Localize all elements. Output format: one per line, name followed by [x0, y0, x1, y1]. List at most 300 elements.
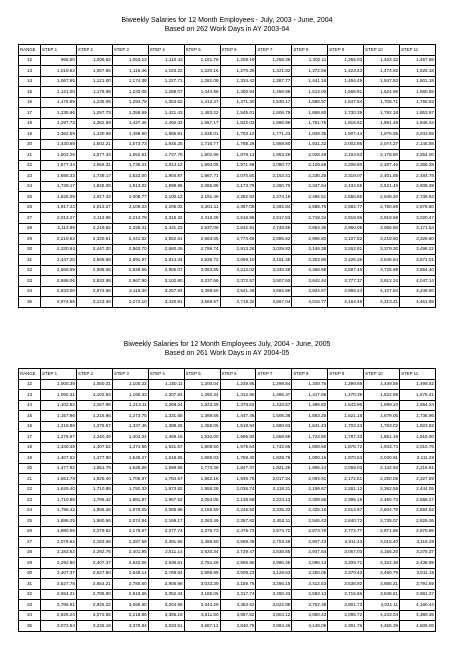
salary-cell: 1,161.76 — [184, 55, 220, 66]
salary-cell: 3,344.29 — [184, 600, 220, 611]
salary-cell: 1,763.02 — [364, 421, 400, 432]
salary-cell: 3,057.03 — [328, 547, 364, 558]
salary-cell: 3,715.86 — [328, 589, 364, 600]
salary-cell: 3,994.46 — [256, 621, 292, 632]
table-row — [19, 568, 436, 579]
table-row — [19, 276, 436, 287]
salary-cell: 1,100.22 — [112, 379, 148, 390]
salary-cell: 1,629.40 — [41, 484, 77, 495]
salary-cell: 1,826.09 — [41, 192, 77, 203]
salary-cell: 2,484.78 — [400, 171, 436, 182]
salary-cell: 3,083.55 — [184, 265, 220, 276]
salary-cell: 1,498.80 — [112, 129, 148, 140]
salary-cell: 2,447.20 — [41, 255, 77, 266]
salary-cell: 1,710.88 — [76, 484, 112, 495]
salary-cell: 1,976.05 — [112, 505, 148, 516]
salary-cell: 1,881.48 — [364, 118, 400, 129]
salary-cell: 1,233.05 — [112, 87, 148, 98]
salary-cell: 3,496.22 — [400, 244, 436, 255]
salary-cell: 1,886.25 — [41, 516, 77, 527]
salary-cell: 1,488.82 — [292, 400, 328, 411]
column-header: STEP 5 — [184, 45, 220, 56]
salary-cell: 1,019.62 — [41, 66, 77, 77]
range-cell: 32 — [19, 265, 41, 276]
salary-cell: 2,074.37 — [364, 139, 400, 150]
column-header: STEP 6 — [220, 369, 256, 380]
salary-cell: 1,980.56 — [41, 526, 77, 537]
salary-cell: 1,659.69 — [256, 432, 292, 443]
salary-cell: 1,340.49 — [41, 442, 77, 453]
range-cell: 25 — [19, 192, 41, 203]
salary-cell: 1,699.58 — [148, 463, 184, 474]
column-header: STEP 9 — [328, 45, 364, 56]
salary-cell: 2,395.19 — [328, 495, 364, 506]
salary-cell: 2,919.66 — [112, 589, 148, 600]
salary-cell: 3,597.46 — [328, 265, 364, 276]
salary-cell: 3,840.78 — [220, 621, 256, 632]
salary-cell: 3,212.02 — [220, 265, 256, 276]
salary-cell: 2,854.36 — [292, 223, 328, 234]
salary-cell: 1,407.52 — [41, 453, 77, 464]
salary-cell: 2,718.34 — [292, 213, 328, 224]
salary-cell: 2,153.41 — [256, 171, 292, 182]
salary-cell: 1,116.46 — [112, 66, 148, 77]
range-cell: 23 — [19, 495, 41, 506]
range-cell: 33 — [19, 276, 41, 287]
range-cell: 35 — [19, 621, 41, 632]
salary-cell: 3,867.04 — [256, 297, 292, 308]
salary-cell: 1,706.97 — [112, 474, 148, 485]
salary-cell: 1,281.08 — [184, 76, 220, 87]
salary-cell: 1,220.16 — [184, 66, 220, 77]
salary-cell: 1,249.95 — [220, 379, 256, 390]
salary-cell: 3,379.30 — [364, 244, 400, 255]
salary-cell: 3,569.57 — [184, 297, 220, 308]
salary-cell: 2,319.07 — [328, 171, 364, 182]
salary-cell: 3,981.27 — [400, 589, 436, 600]
salary-cell: 1,792.18 — [364, 108, 400, 119]
salary-cell: 2,768.54 — [148, 568, 184, 579]
salary-cell: 2,079.62 — [41, 537, 77, 548]
salary-cell: 1,987.71 — [184, 171, 220, 182]
column-header: STEP 4 — [148, 369, 184, 380]
table-row — [19, 579, 436, 590]
range-cell: 24 — [19, 181, 41, 192]
range-cell: 12 — [19, 379, 41, 390]
salary-cell: 1,917.43 — [76, 192, 112, 203]
salary-cell: 3,420.81 — [148, 297, 184, 308]
salary-cell: 1,551.79 — [41, 474, 77, 485]
salary-cell: 2,552.61 — [148, 234, 184, 245]
table-row — [19, 265, 436, 276]
salary-cell: 2,947.84 — [292, 547, 328, 558]
salary-cell: 1,421.43 — [148, 108, 184, 119]
salary-cell: 2,774.66 — [220, 234, 256, 245]
salary-cell: 2,425.16 — [292, 505, 328, 516]
salary-cell: 1,447.46 — [220, 411, 256, 422]
salary-cell: 3,072.54 — [41, 621, 77, 632]
table-header-row — [19, 45, 436, 56]
range-cell: 13 — [19, 66, 41, 77]
table-row — [19, 255, 436, 266]
salary-cell: 3,725.99 — [364, 265, 400, 276]
salary-cell: 1,417.88 — [292, 390, 328, 401]
salary-cell: 3,250.05 — [292, 568, 328, 579]
salary-cell: 3,059.10 — [220, 255, 256, 266]
salary-cell: 1,297.73 — [41, 118, 77, 129]
salary-cell: 1,157.96 — [41, 411, 77, 422]
salary-cell: 4,461.95 — [400, 297, 436, 308]
salary-cell: 1,543.96 — [328, 400, 364, 411]
salary-cell: 1,163.22 — [148, 66, 184, 77]
salary-cell: 2,967.90 — [112, 276, 148, 287]
salary-cell: 3,166.20 — [364, 547, 400, 558]
salary-cell: 2,245.50 — [220, 505, 256, 516]
salary-cell: 2,100.12 — [148, 192, 184, 203]
salary-cell: 1,792.33 — [112, 484, 148, 495]
salary-cell: 2,926.24 — [41, 610, 77, 621]
salary-cell: 3,107.62 — [328, 234, 364, 245]
column-header: STEP 4 — [148, 45, 184, 56]
salary-cell: 3,181.48 — [256, 255, 292, 266]
salary-cell: 4,609.06 — [400, 621, 436, 632]
salary-cell: 3,218.60 — [364, 234, 400, 245]
salary-cell: 1,050.31 — [76, 379, 112, 390]
salary-cell: 2,838.65 — [256, 547, 292, 558]
range-cell: 17 — [19, 432, 41, 443]
salary-cell: 3,671.01 — [400, 255, 436, 266]
column-header: STEP 11 — [400, 45, 436, 56]
salary-cell: 2,362.59 — [364, 484, 400, 495]
salary-cell: 1,268.24 — [148, 400, 184, 411]
salary-cell: 1,176.99 — [41, 97, 77, 108]
salary-cell: 1,260.34 — [184, 390, 220, 401]
salary-cell: 3,548.64 — [364, 255, 400, 266]
salary-cell: 2,527.78 — [41, 579, 77, 590]
salary-cell: 2,309.66 — [292, 495, 328, 506]
salary-cell: 3,129.63 — [256, 568, 292, 579]
range-cell: 32 — [19, 589, 41, 600]
salary-cell: 1,331.65 — [148, 411, 184, 422]
salary-cell: 1,399.69 — [328, 379, 364, 390]
salary-cell: 1,814.12 — [148, 160, 184, 171]
salary-cell: 1,577.44 — [41, 160, 77, 171]
salary-cell: 1,289.07 — [148, 87, 184, 98]
table-row — [19, 223, 436, 234]
salary-cell: 2,911.43 — [328, 537, 364, 548]
salary-cell: 1,174.38 — [112, 76, 148, 87]
salary-cell: 1,362.59 — [76, 118, 112, 129]
salary-cell: 2,065.86 — [148, 505, 184, 516]
salary-table-2003-04 — [18, 44, 436, 308]
salary-cell: 2,183.58 — [76, 537, 112, 548]
salary-cell: 3,848.61 — [364, 589, 400, 600]
table-row — [19, 129, 436, 140]
table-row — [19, 202, 436, 213]
range-cell: 35 — [19, 297, 41, 308]
salary-cell: 3,340.48 — [256, 265, 292, 276]
salary-cell: 1,157.96 — [76, 400, 112, 411]
salary-cell: 2,277.74 — [148, 526, 184, 537]
salary-cell: 1,980.56 — [76, 516, 112, 527]
salary-cell: 2,871.85 — [364, 526, 400, 537]
salary-cell: 1,200.04 — [184, 379, 220, 390]
salary-cell: 4,249.50 — [400, 286, 436, 297]
salary-cell: 2,569.59 — [41, 265, 77, 276]
salary-cell: 2,786.91 — [41, 600, 77, 611]
salary-cell: 1,622.03 — [220, 118, 256, 129]
column-header: STEP 2 — [76, 369, 112, 380]
salary-cell: 3,123.36 — [76, 297, 112, 308]
salary-cell: 2,876.80 — [400, 202, 436, 213]
salary-cell: 1,679.06 — [364, 411, 400, 422]
salary-cell: 3,541.28 — [220, 286, 256, 297]
salary-cell: 2,407.37 — [76, 558, 112, 569]
salary-cell: 1,862.18 — [184, 474, 220, 485]
salary-cell: 1,723.50 — [292, 432, 328, 443]
salary-cell: 2,751.28 — [184, 558, 220, 569]
salary-cell: 4,389.35 — [400, 610, 436, 621]
salary-cell: 2,043.65 — [400, 129, 436, 140]
salary-cell: 2,684.77 — [328, 202, 364, 213]
salary-cell: 4,301.76 — [328, 621, 364, 632]
table-row — [19, 600, 436, 611]
salary-cell: 1,273.75 — [112, 411, 148, 422]
salary-cell: 1,595.83 — [220, 432, 256, 443]
column-header: STEP 8 — [292, 45, 328, 56]
salary-cell: 1,873.82 — [148, 484, 184, 495]
salary-cell: 2,138.58 — [220, 495, 256, 506]
table-row — [19, 463, 436, 474]
salary-cell: 2,079.62 — [76, 526, 112, 537]
salary-cell: 1,334.42 — [220, 76, 256, 87]
salary-cell: 3,146.38 — [292, 244, 328, 255]
salary-cell: 2,807.43 — [292, 537, 328, 548]
salary-cell: 3,272.10 — [112, 297, 148, 308]
range-cell: 29 — [19, 558, 41, 569]
salary-cell: 1,853.97 — [400, 108, 436, 119]
salary-cell: 1,468.16 — [148, 432, 184, 443]
salary-cell: 2,357.82 — [220, 516, 256, 527]
column-header: RANGE — [19, 45, 41, 56]
salary-cell: 2,475.73 — [220, 526, 256, 537]
salary-cell: 2,142.93 — [364, 463, 400, 474]
salary-cell: 3,950.43 — [292, 610, 328, 621]
salary-cell: 2,563.70 — [112, 244, 148, 255]
salary-cell: 1,893.05 — [184, 160, 220, 171]
salary-cell: 3,303.90 — [292, 255, 328, 266]
salary-cell: 1,851.19 — [364, 432, 400, 443]
salary-cell: 1,270.39 — [220, 66, 256, 77]
salary-cell: 2,888.89 — [184, 568, 220, 579]
salary-cell: 1,917.43 — [41, 202, 77, 213]
salary-cell: 4,015.77 — [292, 297, 328, 308]
range-cell: 17 — [19, 108, 41, 119]
salary-cell: 1,471.30 — [220, 97, 256, 108]
salary-cell: 3,159.76 — [220, 579, 256, 590]
salary-cell: 1,621.16 — [328, 411, 364, 422]
salary-cell: 4,243.04 — [364, 610, 400, 621]
salary-cell: 1,519.84 — [220, 421, 256, 432]
salary-cell: 2,452.11 — [256, 516, 292, 527]
salary-cell: 1,359.69 — [112, 108, 148, 119]
salary-cell: 2,208.60 — [328, 160, 364, 171]
salary-cell: 1,505.36 — [256, 411, 292, 422]
salary-cell: 1,826.09 — [76, 181, 112, 192]
salary-cell: 1,525.18 — [400, 66, 436, 77]
salary-cell: 2,376.73 — [184, 526, 220, 537]
table-row — [19, 139, 436, 150]
salary-cell: 3,095.13 — [292, 558, 328, 569]
table-row — [19, 234, 436, 245]
salary-cell: 1,599.10 — [364, 400, 400, 411]
salary-cell: 1,362.59 — [41, 129, 77, 140]
salary-cell: 2,111.28 — [400, 453, 436, 464]
salary-cell: 3,399.60 — [184, 286, 220, 297]
salary-cell: 3,262.81 — [328, 244, 364, 255]
salary-cell: 2,155.69 — [184, 505, 220, 516]
salary-cell: 2,936.72 — [184, 255, 220, 266]
salary-cell: 2,495.50 — [184, 537, 220, 548]
salary-cell: 1,635.01 — [184, 129, 220, 140]
salary-cell: 1,547.83 — [364, 76, 400, 87]
salary-cell: 1,878.13 — [220, 150, 256, 161]
salary-cell: 1,441.16 — [292, 76, 328, 87]
salary-cell: 2,263.49 — [184, 516, 220, 527]
salary-cell: 2,330.61 — [76, 234, 112, 245]
salary-cell: 1,102.82 — [41, 400, 77, 411]
salary-cell: 3,015.40 — [364, 537, 400, 548]
range-cell: 21 — [19, 474, 41, 485]
table-header-row — [19, 369, 436, 380]
salary-cell: 2,260.70 — [256, 181, 292, 192]
salary-cell: 1,276.67 — [76, 421, 112, 432]
salary-cell: 1,067.65 — [41, 76, 77, 87]
salary-cell: 3,583.13 — [292, 589, 328, 600]
salary-cell: 1,483.22 — [184, 108, 220, 119]
salary-cell: 3,185.06 — [184, 589, 220, 600]
range-cell: 16 — [19, 97, 41, 108]
salary-cell: 1,494.49 — [328, 76, 364, 87]
salary-cell: 3,824.57 — [292, 286, 328, 297]
salary-cell: 1,656.31 — [76, 160, 112, 171]
salary-cell: 1,457.88 — [400, 55, 436, 66]
salary-cell: 1,710.88 — [41, 495, 77, 506]
range-cell: 19 — [19, 453, 41, 464]
salary-cell: 2,401.95 — [112, 547, 148, 558]
salary-cell: 1,449.59 — [364, 379, 400, 390]
salary-cell: 1,459.05 — [184, 421, 220, 432]
salary-cell: 2,347.64 — [292, 181, 328, 192]
salary-cell: 1,907.44 — [328, 129, 364, 140]
salary-cell: 1,606.79 — [256, 108, 292, 119]
salary-cell: 1,823.82 — [400, 421, 436, 432]
table-row — [19, 621, 436, 632]
salary-cell: 1,008.62 — [76, 55, 112, 66]
salary-cell: 1,829.78 — [256, 453, 292, 464]
salary-cell: 2,974.66 — [41, 297, 77, 308]
salary-cell: 1,953.29 — [256, 150, 292, 161]
table-row — [19, 484, 436, 495]
salary-cell: 2,588.76 — [292, 202, 328, 213]
salary-cell: 3,226.19 — [76, 621, 112, 632]
salary-cell: 3,426.26 — [328, 255, 364, 266]
salary-cell: 2,703.49 — [256, 537, 292, 548]
salary-cell: 1,427.45 — [112, 118, 148, 129]
salary-cell: 2,434.55 — [328, 181, 364, 192]
column-header: STEP 1 — [41, 369, 77, 380]
range-cell: 19 — [19, 129, 41, 140]
salary-cell: 2,913.26 — [220, 244, 256, 255]
salary-cell: 2,926.22 — [76, 600, 112, 611]
salary-cell: 2,833.00 — [41, 286, 77, 297]
salary-cell: 2,604.79 — [364, 505, 400, 516]
range-cell: 14 — [19, 76, 41, 87]
salary-cell: 2,017.34 — [256, 474, 292, 485]
salary-cell: 1,121.00 — [76, 76, 112, 87]
salary-cell: 2,205.02 — [148, 202, 184, 213]
salary-cell: 1,344.96 — [184, 87, 220, 98]
salary-cell: 1,236.09 — [76, 97, 112, 108]
table-row — [19, 432, 436, 443]
table-row — [19, 390, 436, 401]
salary-cell: 2,281.12 — [328, 484, 364, 495]
salary-cell: 2,013.27 — [76, 202, 112, 213]
salary-cell: 2,002.86 — [328, 139, 364, 150]
salary-cell: 2,086.88 — [184, 181, 220, 192]
salary-cell: 1,312.86 — [220, 390, 256, 401]
salary-cell: 2,070.50 — [220, 171, 256, 182]
salary-cell: 3,072.55 — [76, 610, 112, 621]
salary-cell: 958.50 — [41, 55, 77, 66]
salary-cell: 1,207.84 — [148, 390, 184, 401]
salary-cell: 2,654.21 — [76, 579, 112, 590]
salary-cell: 2,315.32 — [148, 213, 184, 224]
salary-cell: 2,325.41 — [112, 223, 148, 234]
table-row — [19, 379, 436, 390]
salary-cell: 1,668.60 — [292, 108, 328, 119]
table-row — [19, 537, 436, 548]
salary-cell: 2,772.77 — [328, 526, 364, 537]
salary-cell: 1,215.86 — [76, 411, 112, 422]
salary-cell: 2,113.96 — [76, 213, 112, 224]
salary-cell: 3,218.86 — [112, 610, 148, 621]
salary-cell: 2,521.48 — [364, 181, 400, 192]
salary-cell: 1,215.86 — [41, 421, 77, 432]
range-cell: 27 — [19, 213, 41, 224]
range-cell: 29 — [19, 234, 41, 245]
range-cell: 22 — [19, 484, 41, 495]
salary-cell: 2,036.74 — [220, 484, 256, 495]
column-header: STEP 6 — [220, 45, 256, 56]
salary-cell: 2,214.79 — [112, 213, 148, 224]
salary-cell: 2,028.48 — [292, 150, 328, 161]
table-row — [19, 589, 436, 600]
salary-cell: 1,765.53 — [400, 97, 436, 108]
salary-cell: 2,010.76 — [400, 442, 436, 453]
column-header: STEP 3 — [112, 45, 148, 56]
salary-cell: 3,966.24 — [328, 286, 364, 297]
salary-cell: 1,601.18 — [400, 76, 436, 87]
table-row — [19, 192, 436, 203]
salary-cell: 2,516.96 — [220, 213, 256, 224]
salary-cell: 1,276.67 — [41, 432, 77, 443]
salary-cell: 1,577.44 — [76, 150, 112, 161]
salary-cell: 1,881.97 — [112, 495, 148, 506]
section1-subtitle: Based on 262 Work Days in AY 2003-04 — [164, 26, 290, 33]
table-row — [19, 171, 436, 182]
salary-cell: 1,624.98 — [364, 87, 400, 98]
